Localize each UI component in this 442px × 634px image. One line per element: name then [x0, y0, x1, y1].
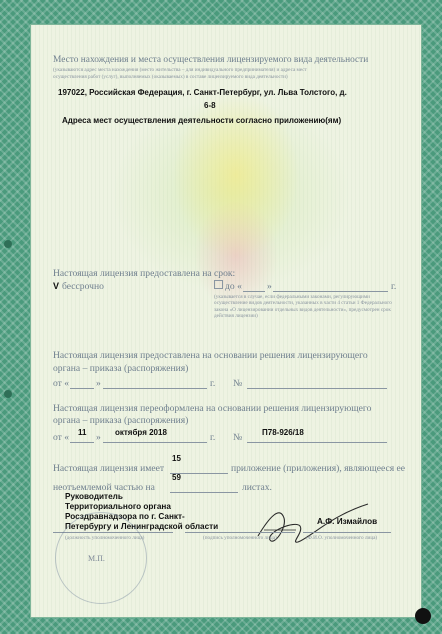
basis-year: г. [210, 378, 216, 389]
blank-line [247, 442, 387, 443]
caption-position: (должность уполномоченного лица) [65, 535, 145, 541]
term-year: г. [391, 281, 397, 292]
binding-hole [4, 240, 12, 248]
signer-position: Росздравнадзора по г. Санкт- [65, 512, 185, 521]
blank-line [273, 291, 388, 292]
blank-line [303, 532, 391, 533]
term-until: до « [225, 281, 242, 292]
term-note: (указывается в случае, если федеральными законами, регулирующими осуществление видов деятельности, указанных в части 4 статьи 1 Федерального закона «О лицензировании отдельных видов деятельности», предусмотрен срок действия лицензии) [214, 294, 392, 320]
term-until-mid: » [267, 281, 272, 292]
address-line: 197022, Российская Федерация, г. Санкт-Петербург, ул. Льва Толстого, д. [58, 88, 347, 97]
term-title: Настоящая лицензия предоставлена на срок: [53, 268, 236, 279]
blank-line [70, 442, 94, 443]
blank-line [247, 388, 387, 389]
attachment-count: 15 [172, 454, 181, 463]
reissue-line: органа – приказа (распоряжения) [53, 415, 189, 426]
corner-dot [415, 608, 431, 624]
reissue-line: Настоящая лицензия переоформлена на основании решения лицензирующего [53, 403, 372, 414]
signer-position: Петербургу и Ленинградской области [65, 522, 219, 531]
signer-name: А.Ф. Измайлов [317, 517, 378, 526]
address-line: Адреса мест осуществления деятельности согласно приложению(ям) [62, 116, 342, 125]
binding-hole [4, 390, 12, 398]
reissue-number-value: П78-926/18 [262, 428, 304, 437]
header-note: осуществления работ (услуг), выполняемых (оказываемых) в составе лицензируемого вида деятельности) [53, 74, 288, 80]
check-mark: V [53, 281, 60, 291]
term-checkbox [214, 280, 223, 289]
blank-line [103, 388, 207, 389]
term-indefinite: бессрочно [62, 281, 104, 292]
basis-from: от « [53, 378, 70, 389]
reissue-number: № [233, 432, 243, 443]
reissue-from: от « [53, 432, 70, 443]
blank-line [170, 492, 238, 493]
attachment-line2-suffix: листах. [242, 482, 272, 493]
reissue-day: 11 [78, 428, 87, 437]
basis-line: Настоящая лицензия предоставлена на основании решения лицензирующего [53, 350, 368, 361]
signer-position: Территориального органа [65, 502, 171, 511]
attachment-pages: 59 [172, 473, 181, 482]
reissue-from-mid: » [96, 432, 101, 443]
header-note: (указываются адрес места нахождения (место жительства – для индивидуального предпринимателя) и адреса мест [53, 67, 307, 73]
attachment-suffix: приложение (приложения), являющееся ее [231, 463, 406, 474]
address-line: 6-8 [204, 101, 216, 110]
signature-mark [240, 496, 370, 556]
blank-line [70, 388, 94, 389]
signer-position: Руководитель [65, 492, 123, 501]
basis-number: № [233, 378, 243, 389]
reissue-month-year: октября 2018 [115, 428, 167, 437]
reissue-year: г. [210, 432, 216, 443]
attachment-line2: неотъемлемой частью на [53, 482, 155, 493]
attachment-prefix: Настоящая лицензия имеет [53, 463, 165, 474]
caption-name: (Ф.И.О. уполномоченного лица) [306, 535, 378, 541]
basis-line: органа – приказа (распоряжения) [53, 363, 189, 374]
blank-line [185, 532, 295, 533]
header-title: Место нахождения и места осуществления лицензируемого вида деятельности [53, 55, 369, 65]
caption-signature: (подпись уполномоченного лица) [203, 535, 277, 541]
blank-line [103, 442, 207, 443]
blank-line [243, 291, 265, 292]
basis-from-mid: » [96, 378, 101, 389]
stamp-label: М.П. [88, 554, 105, 563]
